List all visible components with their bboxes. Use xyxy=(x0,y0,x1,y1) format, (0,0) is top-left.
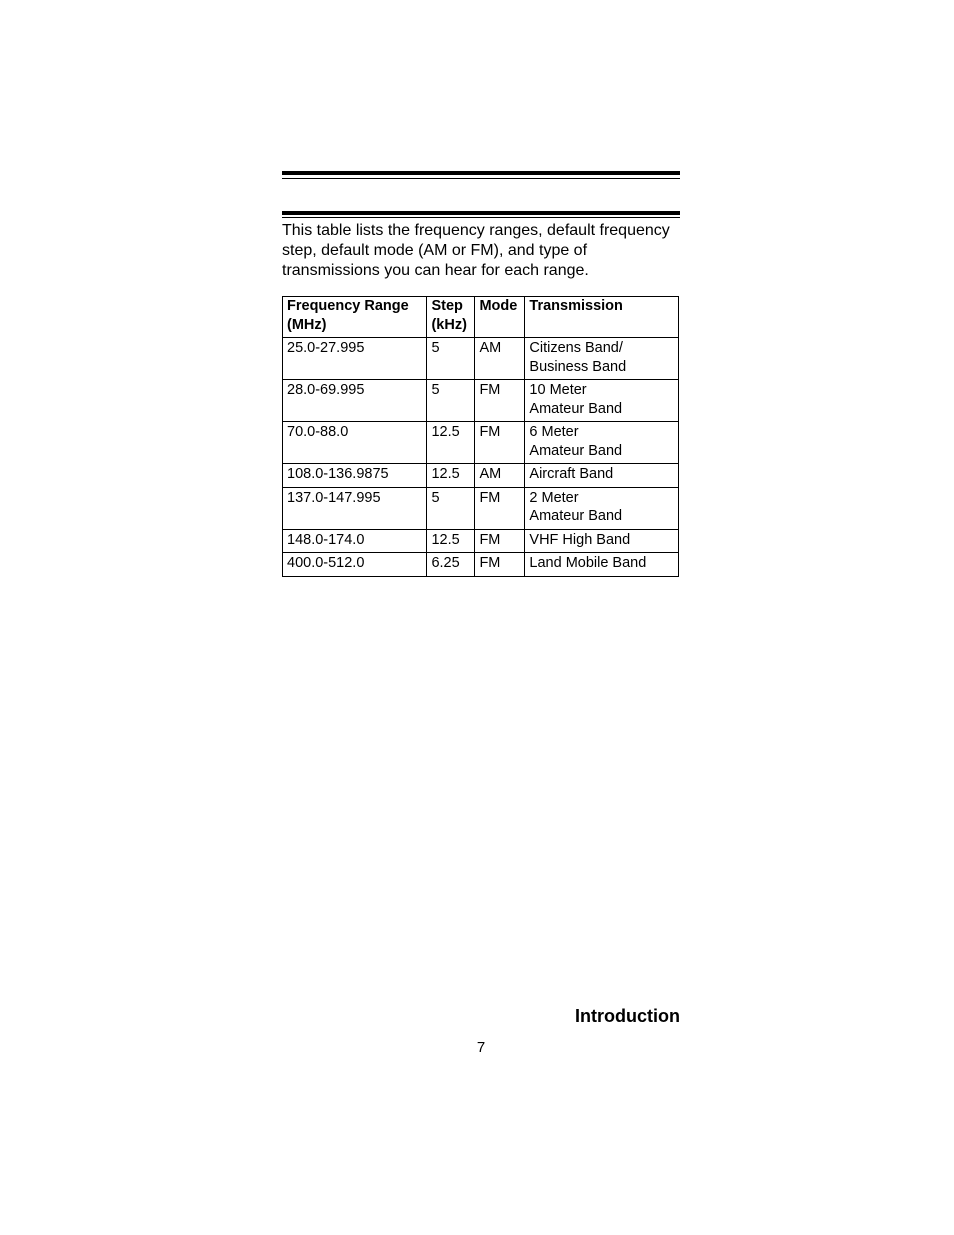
header-transmission: Transmission xyxy=(525,297,679,338)
cell-mode: FM xyxy=(475,487,525,529)
cell-range: 108.0-136.9875 xyxy=(283,464,427,488)
cell-range: 400.0-512.0 xyxy=(283,553,427,577)
header-frequency-range: Frequency Range (MHz) xyxy=(283,297,427,338)
cell-step: 5 xyxy=(427,338,475,380)
cell-mode: AM xyxy=(475,338,525,380)
section-rule-thin xyxy=(282,217,680,218)
table-header-row xyxy=(283,297,679,338)
cell-transmission: 2 Meter Amateur Band xyxy=(525,487,679,529)
cell-step: 5 xyxy=(427,380,475,422)
table-row xyxy=(283,464,679,488)
cell-mode: FM xyxy=(475,529,525,553)
cell-transmission: 6 Meter Amateur Band xyxy=(525,422,679,464)
cell-transmission: Citizens Band/ Business Band xyxy=(525,338,679,380)
cell-mode: FM xyxy=(475,380,525,422)
cell-mode: AM xyxy=(475,464,525,488)
header-rule-thick xyxy=(282,171,680,175)
cell-mode: FM xyxy=(475,422,525,464)
table-row xyxy=(283,422,679,464)
cell-step: 5 xyxy=(427,487,475,529)
frequency-table xyxy=(282,296,679,577)
cell-step: 12.5 xyxy=(427,529,475,553)
cell-range: 70.0-88.0 xyxy=(283,422,427,464)
cell-range: 148.0-174.0 xyxy=(283,529,427,553)
table-row xyxy=(283,380,679,422)
table-row xyxy=(283,338,679,380)
cell-transmission: Aircraft Band xyxy=(525,464,679,488)
header-rule-thin xyxy=(282,178,680,179)
header-step: Step (kHz) xyxy=(427,297,475,338)
table-row xyxy=(283,529,679,553)
cell-mode: FM xyxy=(475,553,525,577)
cell-transmission: VHF High Band xyxy=(525,529,679,553)
cell-transmission: Land Mobile Band xyxy=(525,553,679,577)
cell-step: 12.5 xyxy=(427,422,475,464)
cell-step: 6.25 xyxy=(427,553,475,577)
section-title: Introduction xyxy=(575,1006,680,1026)
intro-paragraph: This table lists the frequency ranges, default frequency step, default mode (AM or FM), and type of transmissions you can hear for each range. xyxy=(282,222,670,279)
table-row xyxy=(283,553,679,577)
table-row xyxy=(283,487,679,529)
cell-transmission: 10 Meter Amateur Band xyxy=(525,380,679,422)
header-mode: Mode xyxy=(475,297,525,338)
section-rule-thick xyxy=(282,211,680,215)
cell-range: 25.0-27.995 xyxy=(283,338,427,380)
cell-range: 28.0-69.995 xyxy=(283,380,427,422)
cell-step: 12.5 xyxy=(427,464,475,488)
cell-range: 137.0-147.995 xyxy=(283,487,427,529)
document-page xyxy=(282,0,680,1235)
page-number: 7 xyxy=(476,1039,486,1056)
